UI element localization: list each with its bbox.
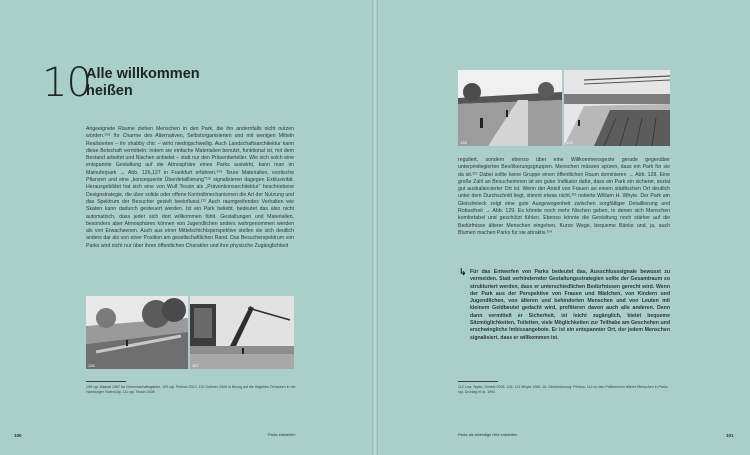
right-quote-paragraph: Für das Entwerfen von Parks bedeutet das, Ausschlusssignale bewusst zu vermeiden. Statt verhindernder Gestaltungsstrategien sollte der Gesamtraum so strukturiert werden, dass er unterschiedlichen Bedürfnissen gerecht wird. Wenn der Park aus der Perspektive von Frauen und Mädchen, von Kindern und Jugendlichen, von älteren und behinderten Menschen und von Leuten mit kleinem Geldbeutel gedacht wird, profitieren davon auch alle anderen. Denn dann vermittelt er Sicherheit, ist leicht zugänglich, bietet bequeme Sitzmöglichkeiten, Toiletten, viele Möglichkeiten zur Teilhabe am Geschehen und erschwingliche Imbissangebote. Er ist ein entspannter Ort, der jedem Menschen signalisiert, dass er willkommen ist.: [470, 269, 670, 341]
photo-park-path-people: [458, 70, 562, 146]
page-number-left: 100: [14, 433, 22, 438]
photo-label: 126: [88, 363, 95, 368]
photo-label: 127: [192, 363, 199, 368]
photo-riverbank-park: [86, 296, 188, 369]
right-footnote: 112 Low, Taplin, Scheld 2005, 128; 113 Whyte 1980, 18, Überbetonung: Pehlow; 114 zu den Präferenzen älterer Menschen in Parks vgl. Grönlag et al. 1993: [458, 385, 668, 394]
photo-label: 129: [566, 140, 573, 145]
photo-gleisdreieck-terraces: [564, 70, 670, 146]
photo-label: 128: [460, 140, 467, 145]
running-head-left: Parks entwerfen: [268, 433, 296, 437]
chapter-number: 10: [42, 60, 91, 106]
left-page: [0, 0, 372, 455]
footnote-divider: [86, 381, 126, 382]
right-page: [378, 0, 750, 455]
photo-harbor-crane: [190, 296, 294, 369]
right-body-paragraph: reguliert, sondern ebenso über eine Willkommensgeste gerade gegenüber unterprivilegierten Bevölkerungsgruppen. Menschen müssen spüren, dass ein Park für sie da ist.¹¹² Dabei sollte keine Gruppe einen öffentlichen Raum dominieren → Abb. 128. Eine große Zahl an Besucherinnen ist ein guter Indikator dafür, dass ein Park ein sicherer, sozial gut ausbalancierter Ort ist. Wenn der Anteil von Frauen an einem städtischen Ort deutlich unter dem Durchschnitt liegt, stimmt etwas nicht,¹¹³ notierte William H. Whyte. Der Park am Gleisdreieck zeigt eine gute Ausgewogenheit zwischen sorgfältiger Detaillierung und Robustheit → Abb. 129. Es könnte noch mehr Nischen geben, in denen sich Menschen komfortabel und geschützt fühlen. Ebenso könnte die Gestaltung noch stärker auf die Bedürfnisse älterer Menschen eingehen. Kurze Wege, bequeme Bänke und, ja, auch Blumen machen Parks für sie attraktiv.¹¹⁴: [458, 157, 670, 236]
quote-arrow-icon: ↳: [459, 267, 467, 277]
footnote-divider: [458, 381, 498, 382]
chapter-title: Alle willkommen heißen: [86, 66, 200, 99]
page-number-right: 101: [726, 433, 734, 438]
left-body-text: [86, 126, 294, 250]
right-body-text: [458, 157, 670, 237]
left-body-paragraph: Angeeignete Räume ziehen Menschen in den Park, die ihn andernfalls nicht nutzen würden.¹⁰⁸ Ihr Charme des Alternativen, Selbstorganisierten und mit wenigen Mitteln Realisierten – ihr shabby chic – wirkt niedrigschwellig. Auch Landschaftsarchitektur kann diese Botschaft vermitteln: indem sie einfache Materialien benutzt, funktional ist, mit dem Bestand arbeitet und Nischen anbietet – statt nur den Präsentierteller. Wie sich solch eine entspannte Gestaltung auf die Atmosphäre eines Parks auswirkt, kann man im Mainuferpark → Abb. 126,127 in Frankfurt erfahren.¹⁰⁹ Teure Materialien, exotische Pflanzen und eine „konsequente Überdetaillierung“¹¹⁰ signalisieren dagegen Exklusivität. Herausgebildet hat sich eine von Wulf Tessin als „Präventionsarchitektur“ beschriebene Designstrategie, die über solide oder offene Kontrollmechanismen die Art der Nutzung und das Spektrum der Besucher gezielt beeinflusst.¹¹¹ Auch raumgreifendes Verhalten wie Skaten kann dadurch gesteuert werden. Ist ein Park beliebt, bedeutet das also nicht automatisch, dass jeder sich dort willkommen fühlt. Gestaltungen und Materialien, besonders aber Atmosphären können von Jugendlichen anders wahrgenommen werden als von Erwachsenen. Auch aus einer Mittelschichtsperspektive stellen sie sich deutlich anders dar als von einer Position am gesellschaftlichen Rand. Das Besucherspektrum von Parks wird nicht nur über ihren öffentlichen Charakter und ihre physische Zugänglichkeit: [86, 126, 294, 249]
right-emphasis-text: [470, 269, 670, 342]
left-footnote: 108 vgl. Mascal 1987 für Gemeinschaftsgärten, 109 vgl. Pehlow 2013, 110 Gallmer 2009 in Bezug auf die Hagelise-Terrassen in der Hamburger HafenCity, 111 vgl. Tessin 2008: [86, 385, 296, 394]
running-head-right: Parks als lebendige Orte entwerfen: [458, 433, 518, 437]
